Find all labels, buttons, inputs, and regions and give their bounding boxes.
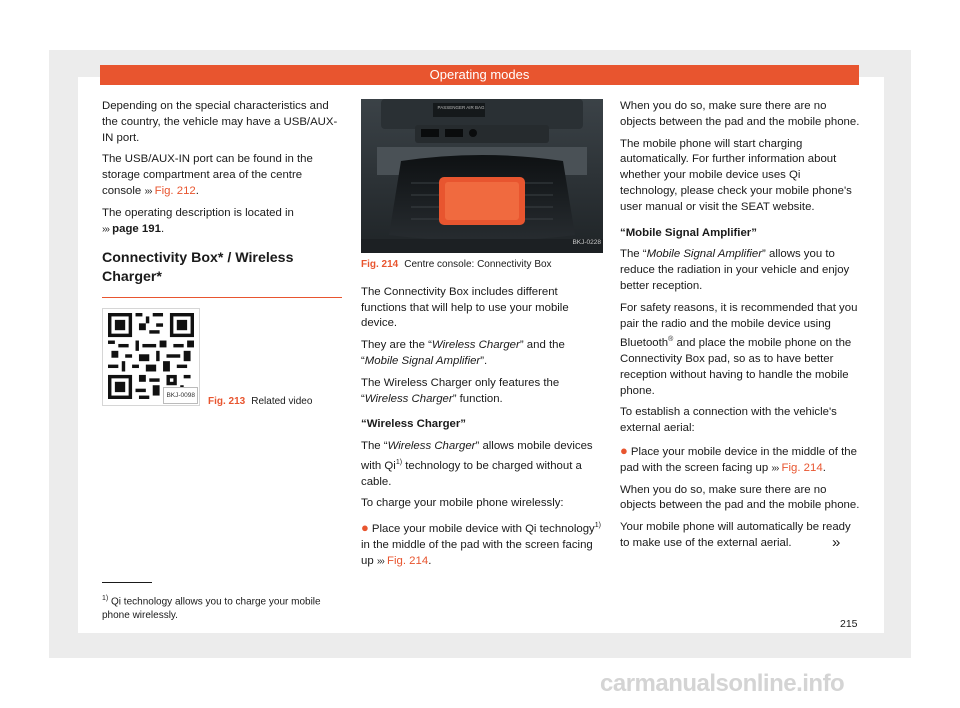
bullet-icon: ● (620, 442, 628, 458)
section-heading: Connectivity Box* / Wireless Charger* (102, 249, 342, 298)
paragraph-auto-charging: The mobile phone will start charging automatically. For further information about whether your mobile device uses Qi technology, please check your mobile phone's user manual or visit the SEAT website. (620, 137, 852, 213)
centre-console-illustration (361, 99, 603, 253)
registered-mark: ® (668, 336, 674, 344)
chapter-banner: Operating modes (100, 65, 859, 85)
cross-ref-arrows: ››› (376, 555, 384, 567)
figure-label: Fig. 214 (361, 259, 399, 270)
airbag-badge: PASSENGER AIR BAG (437, 105, 485, 110)
text: ” allows mobile devices with Qi (361, 440, 593, 472)
footnote-divider (102, 582, 152, 583)
paragraph-ready: Your mobile phone will automatically be ready to make use of the external aerial. (620, 521, 851, 549)
text: and place the mobile phone on the Connectivity Box pad, so as to have better reception without having to handle the mobile phone. (620, 337, 852, 397)
figure-caption-text: Related video (251, 396, 313, 408)
figure-code: BKJ-0228 (572, 239, 601, 247)
link-fig-214[interactable]: Fig. 214 (781, 461, 823, 474)
term: Wireless Charger (431, 339, 520, 352)
watermark: carmanualsonline.info (600, 670, 845, 697)
term: Mobile Signal Amplifier (364, 354, 481, 367)
text: The USB/AUX-IN port can be found in the storage compartment area of the centre console (102, 153, 313, 197)
link-fig-214[interactable]: Fig. 214 (387, 554, 429, 567)
paragraph-usb-location (102, 152, 342, 199)
figure-214-caption (361, 257, 603, 273)
text: ” allows you to reduce the radiation in your vehicle and enjoy better reception. (620, 248, 850, 292)
text: The operating description is located in (102, 206, 294, 219)
continue-arrow-icon: » (832, 534, 841, 551)
column-right (620, 99, 860, 558)
paragraph-usb-intro: Depending on the special characteristics and the country, the vehicle may have a USB/AUX-IN port. (102, 100, 338, 144)
subheading-wireless-charger: “Wireless Charger” (361, 418, 466, 431)
footnote-ref[interactable]: 1) (594, 522, 601, 530)
footnote-ref[interactable]: 1) (395, 458, 403, 466)
text: in the middle of the pad with the screen facing up (361, 538, 593, 567)
text: The Wireless Charger only features the “ (361, 376, 560, 405)
figure-214-photo (361, 99, 603, 253)
paragraph-charge-instructions: To charge your mobile phone wirelessly: (361, 497, 564, 510)
term: Wireless Charger (387, 440, 476, 453)
text: ” function. (452, 392, 503, 405)
figure-code: BKJ-0098 (163, 387, 198, 405)
paragraph-usb-description (102, 206, 342, 238)
paragraph-amplifier (620, 247, 860, 294)
subheading-mobile-signal-amplifier: “Mobile Signal Amplifier” (620, 226, 757, 239)
link-page-191[interactable]: page 191 (112, 222, 161, 235)
figure-213 (102, 308, 342, 410)
footnote-text: Qi technology allows you to charge your mobile phone wirelessly. (102, 596, 321, 622)
text: The “ (620, 248, 647, 261)
column-left (102, 99, 342, 410)
text: technology to be charged without a cable. (361, 459, 582, 488)
term: Mobile Signal Amplifier (646, 248, 763, 261)
figure-label: Fig. 213 (208, 396, 246, 408)
column-middle (361, 99, 603, 575)
text: . (195, 184, 199, 197)
figure-213-caption (208, 394, 312, 410)
text: . (822, 461, 826, 474)
text: ” and the “ (361, 339, 565, 367)
figure-caption-text: Centre console: Connectivity Box (404, 259, 552, 270)
text: For safety reasons, it is recommended that you pair the radio and the mobile device using Bluetooth (620, 301, 858, 350)
term: Wireless Charger (364, 392, 453, 405)
paragraph-no-objects-2: When you do so, make sure there are no objects between the pad and the mobile phone. (620, 483, 860, 512)
text: . (160, 222, 165, 235)
page-number: 215 (840, 618, 858, 630)
cross-ref-arrows: ››› (144, 185, 152, 197)
text: They are the “ (361, 339, 432, 352)
link-fig-212[interactable]: Fig. 212 (154, 184, 196, 197)
paragraph-external-aerial: To establish a connection with the vehicle's external aerial: (620, 406, 837, 435)
text: Place your mobile device in the middle of the pad with the screen facing up (620, 445, 857, 474)
bullet-place-device (361, 518, 603, 569)
paragraph-functions (361, 338, 603, 370)
bullet-place-device (620, 443, 860, 477)
footnote-mark: 1) (102, 595, 109, 602)
text: ”. (480, 354, 488, 367)
paragraph-wireless-only (361, 376, 603, 408)
cross-ref-arrows: ››› (771, 462, 779, 474)
footnote (102, 592, 340, 623)
paragraph-connectivity-box: The Connectivity Box includes different functions that will help to use your mobile device. (361, 285, 569, 330)
cross-ref-arrows: ››› (102, 223, 109, 235)
text: The “ (361, 440, 388, 453)
text: . (428, 554, 432, 567)
bullet-icon: ● (361, 519, 369, 535)
paragraph-no-objects: When you do so, make sure there are no objects between the pad and the mobile phone. (620, 100, 860, 128)
text: Place your mobile device with Qi technology (371, 522, 595, 535)
qr-code[interactable] (102, 308, 200, 406)
paragraph-wireless-charger (361, 439, 603, 490)
paragraph-safety (620, 301, 860, 400)
